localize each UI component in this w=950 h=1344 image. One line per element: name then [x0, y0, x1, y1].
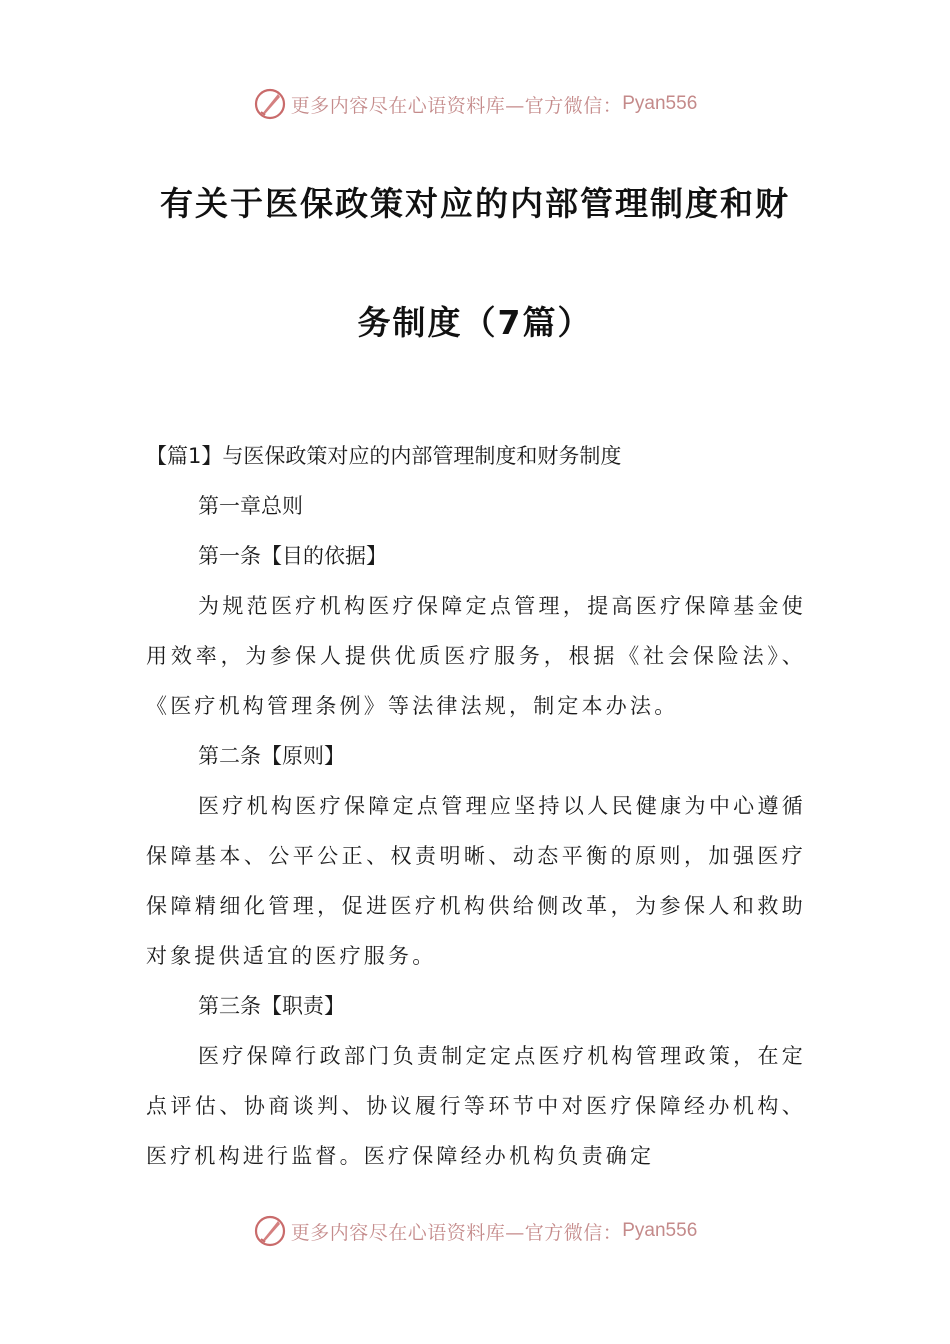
article-3-text: 医疗保障行政部门负责制定定点医疗机构管理政策，在定点评估、协商谈判、协议履行等环节中对医疗保障经办机构、医疗机构进行监督。医疗保障经办机构负责确定: [146, 1044, 806, 1168]
watermark-text: 更多内容尽在心语资料库—官方微信：: [290, 1221, 623, 1244]
header-watermark: [0, 84, 950, 124]
document-title-line2: 务制度（7篇）: [357, 303, 593, 342]
article-2-heading: 第二条【原则】: [198, 744, 345, 768]
article-3-heading: 第三条【职责】: [198, 994, 345, 1018]
quill-logo-icon: [253, 1214, 287, 1248]
article-1-text: 为规范医疗机构医疗保障定点管理，提高医疗保障基金使用效率，为参保人提供优质医疗服务，根据《社会保险法》、《医疗机构管理条例》等法律法规，制定本办法。: [146, 594, 806, 718]
quill-logo-icon: [253, 87, 287, 121]
document-body: [146, 431, 806, 1181]
article-1-heading: 第一条【目的依据】: [198, 544, 387, 568]
document-title-line1: 有关于医保政策对应的内部管理制度和财: [160, 184, 790, 223]
watermark-text: 更多内容尽在心语资料库—官方微信：: [290, 94, 623, 117]
article-2-text: 医疗机构医疗保障定点管理应坚持以人民健康为中心遵循保障基本、公平公正、权责明晰、动态平衡的原则，加强医疗保障精细化管理，促进医疗机构供给侧改革，为参保人和救助对象提供适宜的医疗服务。: [146, 794, 806, 968]
footer-watermark: [0, 1211, 950, 1251]
section-heading: 【篇1】与医保政策对应的内部管理制度和财务制度: [146, 444, 622, 468]
watermark-id: Pyan556: [622, 93, 698, 114]
watermark-id: Pyan556: [622, 1220, 698, 1241]
chapter-heading: 第一章总则: [198, 494, 303, 518]
